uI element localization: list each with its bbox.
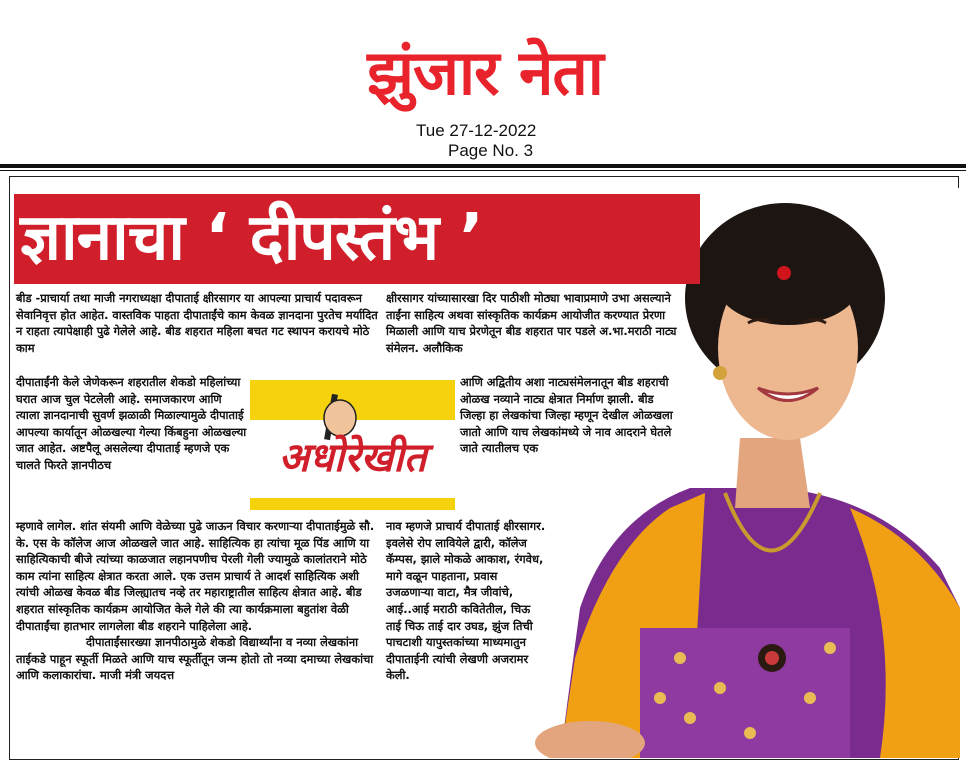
issue-date: Tue 27-12-2022 — [416, 121, 537, 140]
masthead-rule-thick — [0, 164, 966, 168]
column-logo-caption: अधोरेखीत — [278, 434, 427, 481]
paragraph: बीड -प्राचार्या तथा माजी नगराध्यक्षा दीपाताई क्षीरसागर या आपल्या प्राचार्य पदावरून सेवानिवृत्त होत आहेत. वास्तविक पाहता दीपाताईंचे काम केवळ ज्ञानदाना पुरतेच मर्यादित न राहता त्यापेक्षाही पुढे गेलेले आहे. बीड शहरात महिला बचत गट स्थापन करायचे मोठे काम — [16, 291, 378, 355]
paragraph: दीपाताईंसारख्या ज्ञानपीठामुळे शेकडो विद्यार्थ्यांना व नव्या लेखकांना ताईकडे पाहून स्फूर्ती मिळते आणि याच स्फूर्तीतून जन्म होतो तो नव्या दमाच्या लेखकांचा आणि कलाकारांचा. माजी मंत्री जयदत्त — [16, 635, 374, 683]
paragraph: आणि अद्वितीय अशा नाट्यसंमेलनातून बीड शहराची ओळख नव्याने नाट्य क्षेत्रात निर्माण झाली. बीड जिल्हा हा लेखकांचा जिल्हा म्हणून देखील ओळखला जातो आणि याच लेखकांमध्ये जे नाव आदराने घेतले जाते त्यातीलच एक — [460, 375, 673, 456]
column-2-mid — [460, 374, 680, 457]
column-1-bottom — [16, 518, 381, 684]
column-1-mid — [16, 374, 248, 474]
column-2-top — [386, 290, 692, 356]
newspaper-logo: झुंजार नेता — [367, 36, 603, 109]
masthead — [0, 0, 966, 160]
masthead-rule-thin — [0, 170, 966, 171]
paragraph: क्षीरसागर यांच्यासारखा दिर पाठीशी मोठ्या भावाप्रमाणे उभा असल्याने ताईंना साहित्य अथवा सांस्कृतिक कार्यक्रम आयोजीत करण्यात प्रेरणा मिळाली आणि याच प्रेरणेतून बीड शहरात पार पडले अ.भा.मराठी नाट्य संमेलन. अलौकिक — [386, 291, 677, 355]
paragraph: म्हणावे लागेल. शांत संयमी आणि वेळेच्या पुढे जाऊन विचार करणाऱ्या दीपाताईमुळे सौ. के. एस के कॉलेज आज ओळखले जात आहे. साहित्यिक हा त्यांचा मूळ पिंड आणि या साहित्यिकाची बीजे त्यांच्या काळजात लहानपणीच पेरली गेली ज्यामुळे कालांतराने मोठे काम त्यांना साहित्य क्षेत्रात करता आले. एक उत्तम प्राचार्य ते आदर्श साहित्यिक अशी त्यांची ओळख केवळ बीड जिल्ह्यातच नव्हे तर महाराष्ट्रातील साहित्य क्षेत्रात आहे. बीड शहरात सांस्कृतिक कार्यक्रम आयोजित केले गेले की त्या कार्यक्रमाला बहुतांश वेळी दीपाताईंचा हातभार लागलेला बीड शहराने पाहिलेला आहे. — [16, 519, 375, 633]
page-number: Page No. 3 — [448, 141, 534, 160]
paragraph: दीपाताईंनी केले जेणेकरून शहरातील शेकडो महिलांच्या घरात आज चुल पेटलेली आहे. समाजकारण आणि त्याला ज्ञानदानाची सुवर्ण झळाळी मिळाल्यामुळे दीपाताई आपल्या कार्यातून ओळखल्या गेल्या किंबहुना ओळखल्या जात आहेत. अष्टपैलू असलेल्या दीपाताई म्हणजे एक चालते फिरते ज्ञानपीठच — [16, 375, 247, 472]
paragraph: नाव म्हणजे प्राचार्य दीपाताई क्षीरसागर. इवलेसे रोप लावियेले द्वारी, कॉलेज कॅम्पस, झाले मोकळे आकाश, रंगवेध, मागे वळून पाहताना, प्रवास उजळणाऱ्या वाटा, मैत्र जीवांचे, आई..आई मराठी कवितेतील, चिऊ ताई चिऊ ताई दार उघड, झुंज तिची पाचटाशी यापुस्तकांच्या माध्यमातुन दीपाताईनी त्यांची लेखणी अजरामर केली. — [386, 519, 546, 683]
column-1-top — [16, 290, 378, 356]
column-logo — [250, 380, 455, 510]
column-2-bottom — [386, 518, 546, 684]
article-headline: ज्ञानाचा ‘ दीपस्तंभ ’ — [20, 201, 483, 275]
